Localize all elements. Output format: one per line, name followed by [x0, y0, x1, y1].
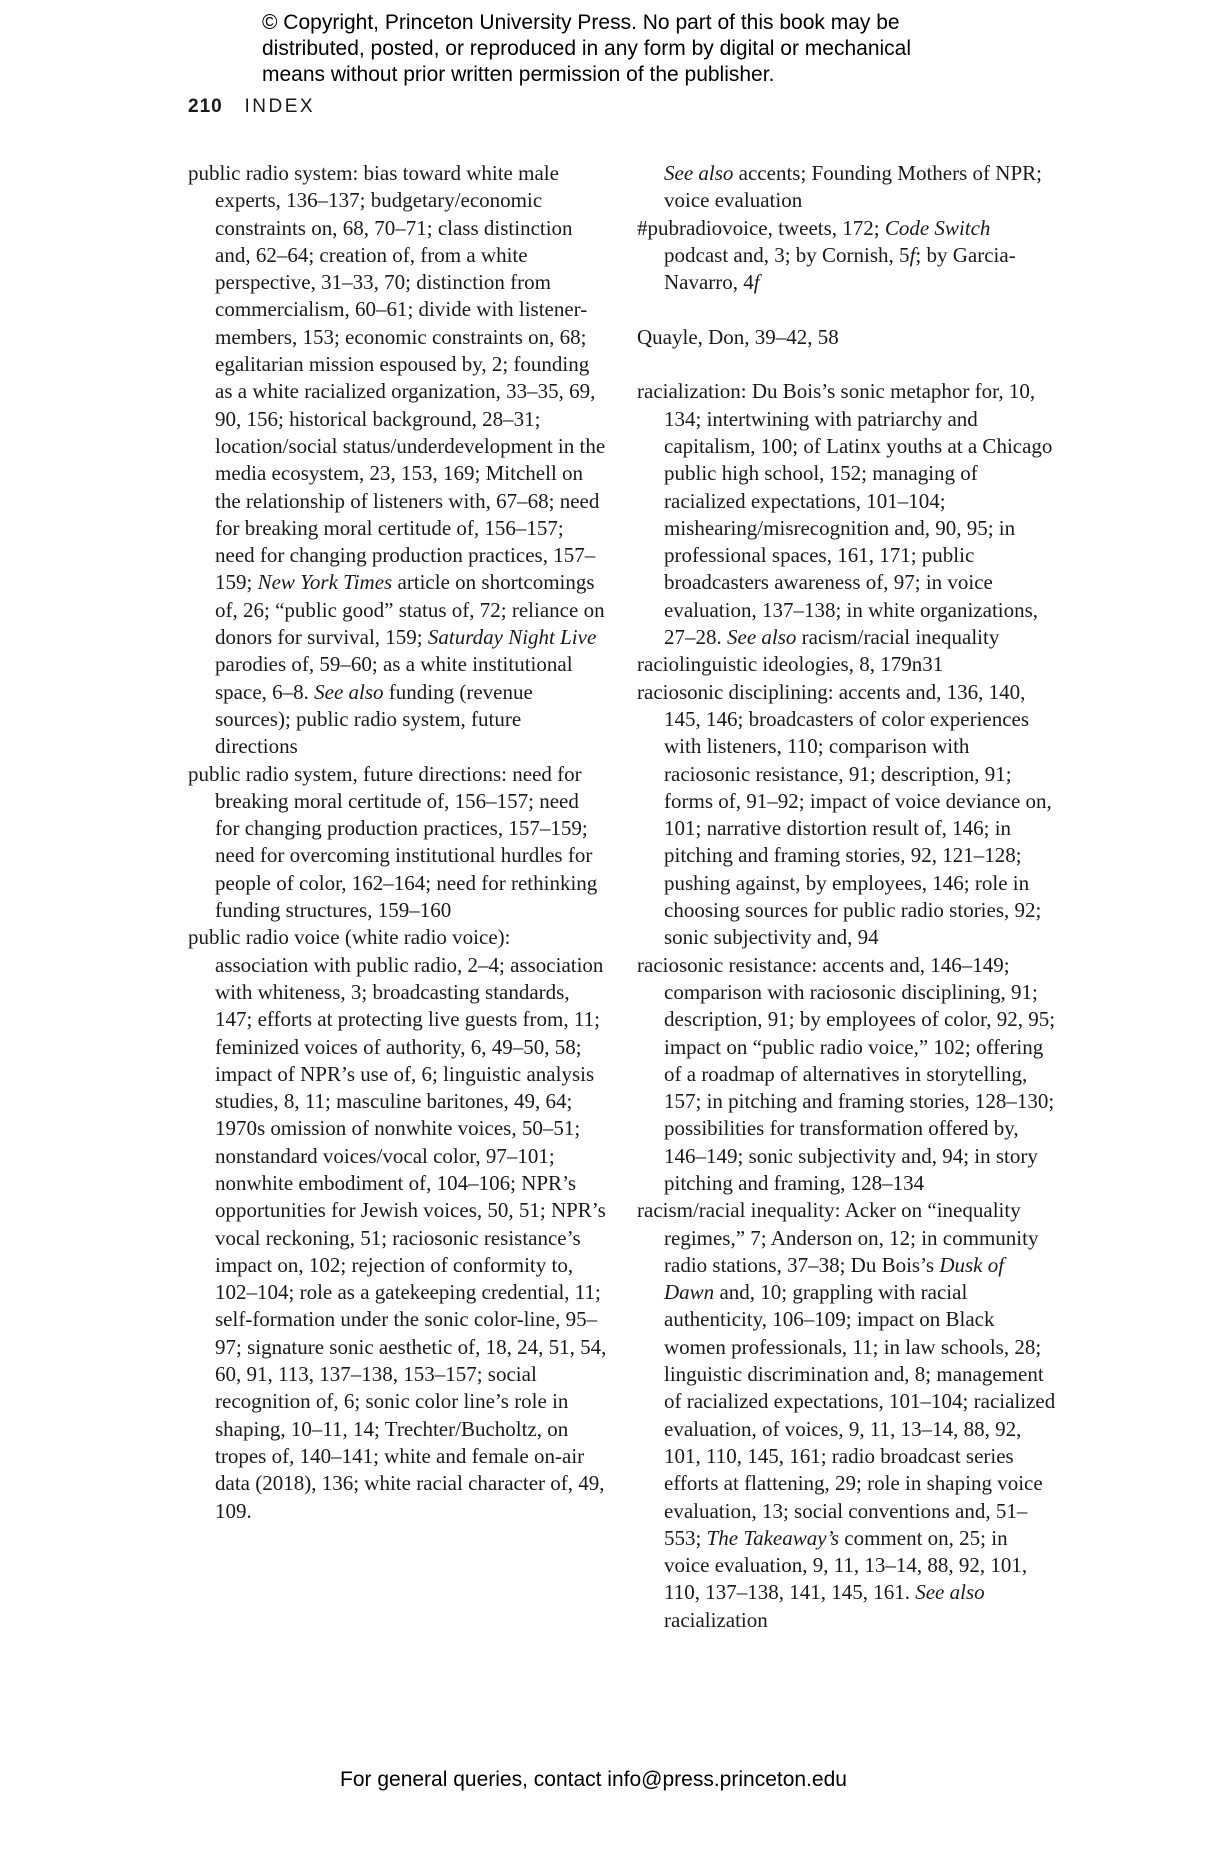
- copyright-line: distributed, posted, or reproduced in any form by digital or mechanical: [262, 37, 912, 60]
- entry-text: #pubradiovoice, tweets, 172;: [637, 215, 885, 240]
- entry-text: public radio system: bias toward white male experts, 136–137; budgetary/economic constraints on, 68, 70–71; class distinction and, 62–64; creation of, from a white perspective, 31–33, 70; distinction from commercialism, 60–61; divide with listener-members, 153; economic constraints on, 68; egalitarian mission espoused by, 2; founding as a white racialized organization, 33–35, 69, 90, 156; historical background, 28–31; location/social status/underdevelopment in the media ecosystem, 23, 153, 169; Mitchell on the relationship of listeners with, 67–68; need for breaking moral certitude of, 156–157; need for changing production practices, 157–159;: [188, 161, 606, 595]
- entry-text: raciolinguistic ideologies, 8, 179n31: [637, 652, 944, 677]
- index-entry: [637, 324, 1057, 351]
- index-entry: [188, 160, 608, 761]
- entry-text: racialization: [664, 1607, 768, 1632]
- entry-text: public radio system, future directions: need for breaking moral certitude of, 156–157; need for changing production practices, 157–159; need for overcoming institutional hurdles for people of color, 162–164; need for rethinking funding structures, 159–160: [188, 761, 598, 923]
- italic-text: Dusk of Dawn: [664, 1252, 1005, 1305]
- index-column-right: [637, 160, 1057, 1634]
- italic-text: See also: [915, 1580, 985, 1605]
- index-entry: [188, 761, 608, 925]
- running-head: [188, 96, 315, 118]
- entry-text: public radio voice (white radio voice): association with public radio, 2–4; association with whiteness, 3; broadcasting standards, 147; efforts at protecting live guests from, 11; feminized voices of authority, 6, 49–50, 58; impact of NPR’s use of, 6; linguistic analysis studies, 8, 11; masculine baritones, 49, 64; 1970s omission of nonwhite voices, 50–51; nonstandard voices/vocal color, 97–101; nonwhite embodiment of, 104–106; NPR’s opportunities for Jewish voices, 50, 51; NPR’s vocal reckoning, 51; raciosonic resistance’s impact on, 102; rejection of conformity to, 102–104; role as a gatekeeping credential, 11; self-formation under the sonic color-line, 95–97; signature sonic aesthetic of, 18, 24, 51, 54, 60, 91, 113, 137–138, 153–157; social recognition of, 6; sonic color line’s role in shaping, 10–11, 14; Trechter/Bucholtz, on tropes of, 140–141; white and female on-air data (2018), 136; white racial character of, 49, 109.: [188, 925, 607, 1523]
- italic-text: f: [753, 270, 760, 295]
- entry-spacer: [637, 296, 1057, 323]
- italic-text: Saturday Night Live: [427, 625, 597, 650]
- italic-text: f: [909, 242, 916, 267]
- index-entry: [637, 651, 1057, 678]
- section-title: INDEX: [244, 96, 316, 117]
- copyright-line: means without prior written permission of the publisher.: [262, 63, 775, 86]
- copyright-notice: [262, 10, 1022, 88]
- footer-contact: For general queries, contact info@press.princeton.edu: [340, 1768, 847, 1791]
- entry-text: Quayle, Don, 39–42, 58: [637, 324, 839, 349]
- entry-text: raciosonic disciplining: accents and, 136, 140, 145, 146; broadcasters of color experiences with listeners, 110; comparison with raciosonic resistance, 91; description, 91; forms of, 91–92; impact of voice deviance on, 101; narrative distortion result of, 146; in pitching and framing stories, 92, 121–128; pushing against, by employees, 146; role in choosing sources for public radio stories, 92; sonic subjectivity and, 94: [637, 679, 1052, 950]
- index-entry: [637, 160, 1057, 215]
- entry-text: podcast and, 3; by Cornish, 5: [664, 242, 910, 267]
- entry-text: and, 10; grappling with racial authenticity, 106–109; impact on Black women professionals, 11; in law schools, 28; linguistic discrimination and, 8; management of racialized expectations, 101–104; racialized evaluation, of voices, 9, 11, 13–14, 88, 92, 101, 110, 145, 161; radio broadcast series efforts at flattening, 29; role in shaping voice evaluation, 13; social conventions and, 51–553;: [664, 1280, 1056, 1550]
- entry-text: article on shortcomings of, 26; “public good” status of, 72; reliance on donors for survival, 159;: [215, 570, 605, 650]
- index-entry: [637, 952, 1057, 1198]
- index-entry: [637, 679, 1057, 952]
- italic-text: Code Switch: [884, 215, 991, 240]
- index-entry: [637, 215, 1057, 297]
- entry-text: racism/racial inequality: Acker on “inequality regimes,” 7; Anderson on, 12; in community radio stations, 37–38; Du Bois’s: [637, 1198, 1039, 1277]
- index-entry: [637, 378, 1057, 651]
- entry-spacer: [637, 351, 1057, 378]
- italic-text: See also: [314, 679, 384, 704]
- entry-text: racism/racial inequality: [796, 625, 1000, 650]
- entry-text: ; by Garcia-Navarro, 4: [664, 242, 1016, 295]
- entry-text: parodies of, 59–60; as a white institutional space, 6–8.: [215, 652, 573, 704]
- page-number: 210: [188, 96, 223, 117]
- italic-text: New York Times: [257, 570, 393, 595]
- entry-text: comment on, 25; in voice evaluation, 9, 11, 13–14, 88, 92, 101, 110, 137–138, 141, 145, 161.: [664, 1525, 1028, 1605]
- italic-text: See also: [727, 625, 797, 650]
- entry-text: accents; Founding Mothers of NPR; voice evaluation: [664, 161, 1042, 213]
- italic-text: The Takeaway’s: [706, 1525, 840, 1550]
- entry-text: raciosonic resistance: accents and, 146–149; comparison with raciosonic disciplining, 91; description, 91; by employees of color, 92, 95; impact on “public radio voice,” 102; offering of a roadmap of alternatives in storytelling, 157; in pitching and framing stories, 128–130; possibilities for transformation offered by, 146–149; sonic subjectivity and, 94; in story pitching and framing, 128–134: [637, 952, 1056, 1195]
- index-entry: [188, 924, 608, 1525]
- copyright-line: © Copyright, Princeton University Press. No part of this book may be: [262, 11, 900, 34]
- index-column-left: [188, 160, 608, 1525]
- entry-text: funding (revenue sources); public radio system, future directions: [215, 679, 533, 759]
- index-entry: [637, 1197, 1057, 1634]
- italic-text: See also: [664, 161, 734, 185]
- entry-text: racialization: Du Bois’s sonic metaphor for, 10, 134; intertwining with patriarchy and capitalism, 100; of Latinx youths at a Chicago public high school, 152; managing of racialized expectations, 101–104; mishearing/misrecognition and, 90, 95; in professional spaces, 161, 171; public broadcasters awareness of, 97; in voice evaluation, 137–138; in white organizations, 27–28.: [637, 379, 1053, 650]
